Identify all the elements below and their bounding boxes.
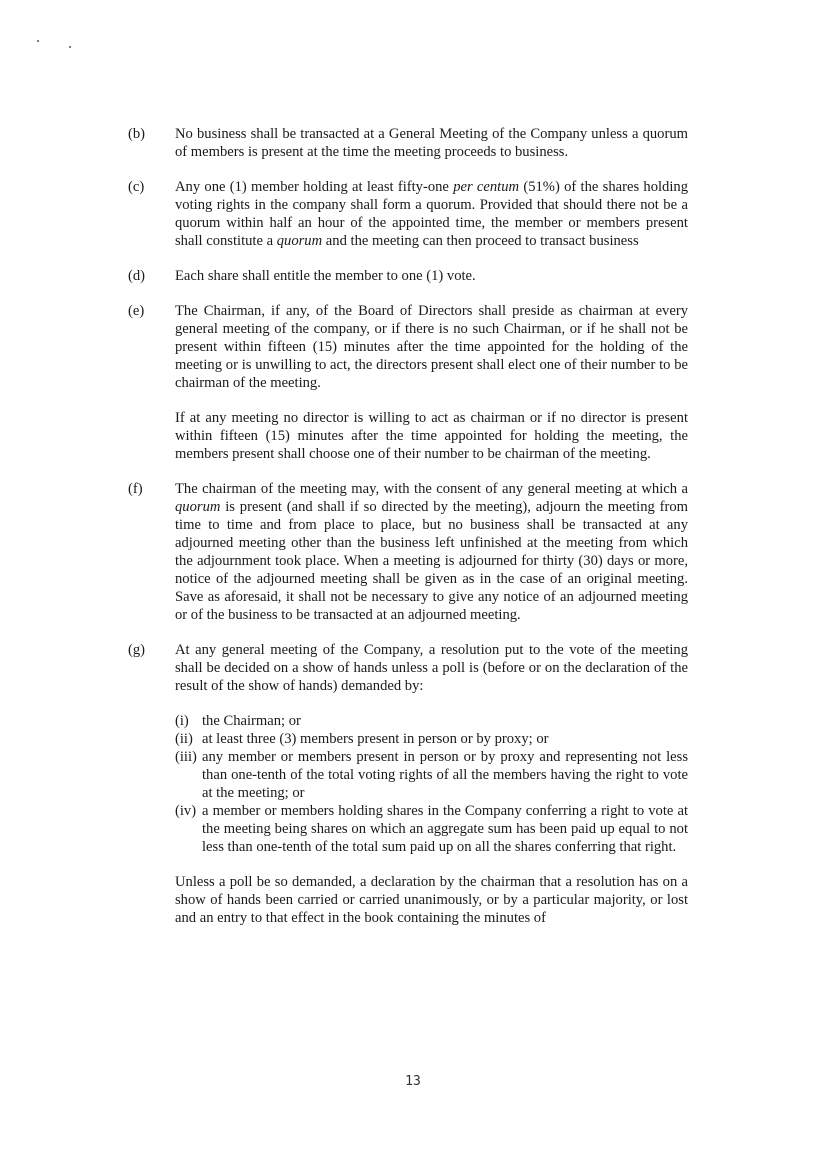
- text-run: is present (and shall if so directed by the meeting), adjourn the meeting from time to time and from place to place, but no business shall be transacted at any adjourned meeting other than the business left unfinished at the meeting from which the adjournment took place. When a meeting is adjourned for thirty (30) days or more, notice of the adjourned meeting shall be given as in the case of an original meeting. Save as aforesaid, it shall not be necessary to give any notice of an adjourned meeting or of the business to be transacted at an adjourned meeting.: [175, 499, 688, 623]
- clause-paragraph: [175, 125, 688, 161]
- clause-label: (f): [128, 481, 143, 497]
- subitem-text: the Chairman; or: [202, 713, 301, 729]
- subitem-label: (i): [175, 713, 189, 729]
- subitem-text: a member or members holding shares in the Company conferring a right to vote at the meeting being shares on which an aggregate sum has been paid up equal to not less than one-tenth of the total sum paid up on all the shares conferring that right.: [202, 803, 688, 855]
- text-run: Unless a poll be so demanded, a declaration by the chairman that a resolution has on a show of hands been carried or carried unanimously, or by a particular majority, or lost and an entry to that effect in the book containing the minutes of: [175, 874, 688, 926]
- clause-body: [175, 125, 688, 161]
- clause: [128, 641, 688, 927]
- clause-body: [175, 480, 688, 624]
- clause-body: [175, 267, 688, 285]
- subitem-label: (iv): [175, 803, 197, 819]
- clause-label: (d): [128, 268, 146, 284]
- scan-speck: [69, 46, 71, 48]
- clause-label: (e): [128, 303, 145, 319]
- subitem: [175, 748, 688, 802]
- subitem: [175, 712, 688, 730]
- clause-label: (g): [128, 642, 146, 658]
- text-run: and the meeting can then proceed to transact business: [322, 233, 639, 249]
- text-run: The Chairman, if any, of the Board of Directors shall preside as chairman at every general meeting of the company, or if there is no such Chairman, or if he shall not be present within fifteen (15) minutes after the time appointed for the holding of the meeting or is unwilling to act, the directors present shall elect one of their number to be chairman of the meeting.: [175, 303, 688, 391]
- clause-paragraph: [175, 480, 688, 624]
- subitem: [175, 730, 688, 748]
- clause: [128, 178, 688, 250]
- clause-body: [175, 302, 688, 463]
- clause-label: (b): [128, 126, 146, 142]
- text-run: The chairman of the meeting may, with the consent of any general meeting at which a: [175, 481, 688, 497]
- clause-body: [175, 641, 688, 927]
- italic-term: quorum: [175, 499, 221, 515]
- page-number: 13: [405, 1074, 421, 1089]
- subitem: [175, 802, 688, 856]
- clause: [128, 267, 688, 285]
- subitem-text: at least three (3) members present in person or by proxy; or: [202, 731, 549, 747]
- text-run: Each share shall entitle the member to one (1) vote.: [175, 268, 476, 284]
- clause-paragraph: [175, 409, 688, 463]
- subitem-text: any member or members present in person or by proxy and representing not less than one-tenth of the total voting rights of all the members having the right to vote at the meeting; or: [202, 749, 688, 801]
- document-body: [128, 125, 688, 944]
- clause-body: [175, 178, 688, 250]
- text-run: Any one (1) member holding at least fifty-one: [175, 179, 454, 195]
- text-run: If at any meeting no director is willing to act as chairman or if no director is present within fifteen (15) minutes after the time appointed for holding the meeting, the members present shall choose one of their number to be chairman of the meeting.: [175, 410, 688, 462]
- text-run: (51%) of the shares holding voting rights in the company shall form a quorum. Provided that should there not be a quorum within half an hour of the appointed time, the member or members present shall constitute a: [175, 179, 688, 249]
- subitem-label: (ii): [175, 731, 193, 747]
- subitem-label: (iii): [175, 749, 197, 765]
- italic-term: per centum: [453, 179, 520, 195]
- text-run: No business shall be transacted at a General Meeting of the Company unless a quorum of members is present at the time the meeting proceeds to business.: [175, 126, 688, 160]
- clause: [128, 125, 688, 161]
- clause-paragraph: [175, 267, 688, 285]
- subitem-list: [175, 712, 688, 856]
- italic-term: quorum: [276, 233, 323, 249]
- clause-label: (c): [128, 179, 145, 195]
- text-run: At any general meeting of the Company, a resolution put to the vote of the meeting shall be decided on a show of hands unless a poll is (before or on the declaration of the result of the show of hands) demanded by:: [175, 642, 688, 694]
- scan-speck: [37, 40, 39, 42]
- clause: [128, 480, 688, 624]
- clause: [128, 302, 688, 463]
- clause-paragraph: [175, 641, 688, 695]
- clause-paragraph: [175, 178, 688, 250]
- clause-paragraph: [175, 302, 688, 392]
- clause-paragraph: [175, 873, 688, 927]
